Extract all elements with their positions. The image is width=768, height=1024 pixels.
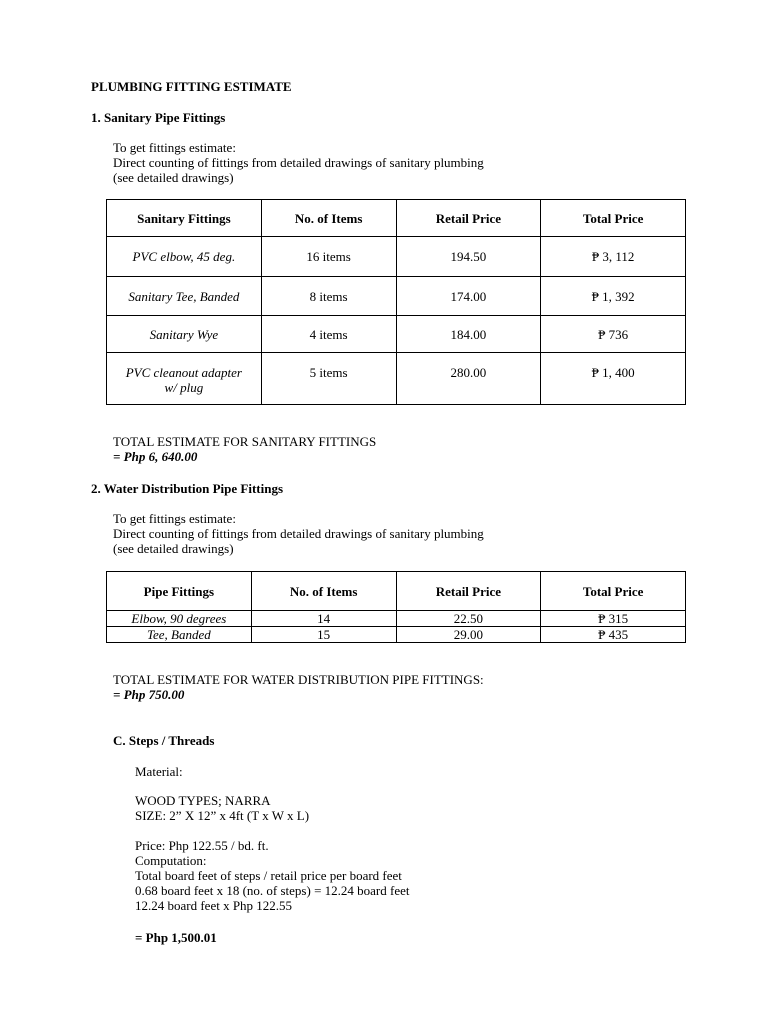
table-row xyxy=(107,627,686,643)
wood-types: WOOD TYPES; NARRA xyxy=(135,793,271,808)
table-header-cell: Sanitary Fittings xyxy=(107,200,262,237)
table-row xyxy=(107,237,686,277)
table-cell-price: 280.00 xyxy=(396,353,541,405)
table-header-cell: Pipe Fittings xyxy=(107,572,252,611)
table-header-cell: No. of Items xyxy=(261,200,396,237)
section-1-intro-line: Direct counting of fittings from detailed drawings of sanitary plumbing xyxy=(113,155,484,170)
table-cell-price: 184.00 xyxy=(396,316,541,353)
section-2-intro-line: (see detailed drawings) xyxy=(113,541,234,556)
table-cell-item: Sanitary Wye xyxy=(107,316,262,353)
computation-line: 12.24 board feet x Php 122.55 xyxy=(135,898,293,913)
table-cell-item: Sanitary Tee, Banded xyxy=(107,277,262,316)
computation-label: Computation: xyxy=(135,853,207,868)
table-cell-item xyxy=(107,353,262,405)
water-total-value: = Php 750.00 xyxy=(113,687,185,702)
section-2-intro-line: To get fittings estimate: xyxy=(113,511,236,526)
table-header-cell: Retail Price xyxy=(396,572,541,611)
table-row xyxy=(107,611,686,627)
pipe-fittings-table xyxy=(106,571,686,643)
table-cell-qty: 14 xyxy=(251,611,396,627)
table-header-cell: No. of Items xyxy=(251,572,396,611)
table-header-row xyxy=(107,572,686,611)
table-cell-qty: 8 items xyxy=(261,277,396,316)
table-cell-price: 22.50 xyxy=(396,611,541,627)
section-1-intro-line: To get fittings estimate: xyxy=(113,140,236,155)
table-cell-total: ₱ 3, 112 xyxy=(541,237,686,277)
computation-result: = Php 1,500.01 xyxy=(135,930,217,945)
table-cell-item-line: w/ plug xyxy=(164,380,204,395)
sanitary-total-value: = Php 6, 640.00 xyxy=(113,449,198,464)
computation-line: 0.68 board feet x 18 (no. of steps) = 12.24 board feet xyxy=(135,883,410,898)
price-per-board-foot: Price: Php 122.55 / bd. ft. xyxy=(135,838,269,853)
material-label: Material: xyxy=(135,764,183,779)
section-2-heading: 2. Water Distribution Pipe Fittings xyxy=(91,481,283,496)
table-cell-total: ₱ 736 xyxy=(541,316,686,353)
document-title: PLUMBING FITTING ESTIMATE xyxy=(91,79,292,94)
computation-line: Total board feet of steps / retail price per board feet xyxy=(135,868,402,883)
table-cell-price: 174.00 xyxy=(396,277,541,316)
table-cell-qty: 4 items xyxy=(261,316,396,353)
table-header-cell: Total Price xyxy=(541,200,686,237)
section-1-heading: 1. Sanitary Pipe Fittings xyxy=(91,110,226,125)
sanitary-total-label: TOTAL ESTIMATE FOR SANITARY FITTINGS xyxy=(113,434,377,449)
table-cell-item: Tee, Banded xyxy=(107,627,252,643)
section-c-heading: C. Steps / Threads xyxy=(113,733,215,748)
table-header-cell: Total Price xyxy=(541,572,686,611)
table-cell-total: ₱ 435 xyxy=(541,627,686,643)
table-row xyxy=(107,353,686,405)
table-header-cell: Retail Price xyxy=(396,200,541,237)
table-cell-price: 29.00 xyxy=(396,627,541,643)
table-cell-item: PVC elbow, 45 deg. xyxy=(107,237,262,277)
size-spec: SIZE: 2” X 12” x 4ft (T x W x L) xyxy=(135,808,310,823)
table-header-row xyxy=(107,200,686,237)
table-cell-qty: 15 xyxy=(251,627,396,643)
table-cell-item: Elbow, 90 degrees xyxy=(107,611,252,627)
sanitary-fittings-table xyxy=(106,199,686,405)
table-cell-total: ₱ 1, 392 xyxy=(541,277,686,316)
table-cell-qty: 5 items xyxy=(261,353,396,405)
table-row xyxy=(107,277,686,316)
table-cell-qty: 16 items xyxy=(261,237,396,277)
section-2-intro-line: Direct counting of fittings from detailed drawings of sanitary plumbing xyxy=(113,526,484,541)
table-cell-total: ₱ 1, 400 xyxy=(541,353,686,405)
table-cell-total: ₱ 315 xyxy=(541,611,686,627)
table-row xyxy=(107,316,686,353)
section-1-intro-line: (see detailed drawings) xyxy=(113,170,234,185)
water-total-label: TOTAL ESTIMATE FOR WATER DISTRIBUTION PIPE FITTINGS: xyxy=(113,672,484,687)
table-cell-price: 194.50 xyxy=(396,237,541,277)
table-cell-item-line: PVC cleanout adapter xyxy=(125,365,242,380)
